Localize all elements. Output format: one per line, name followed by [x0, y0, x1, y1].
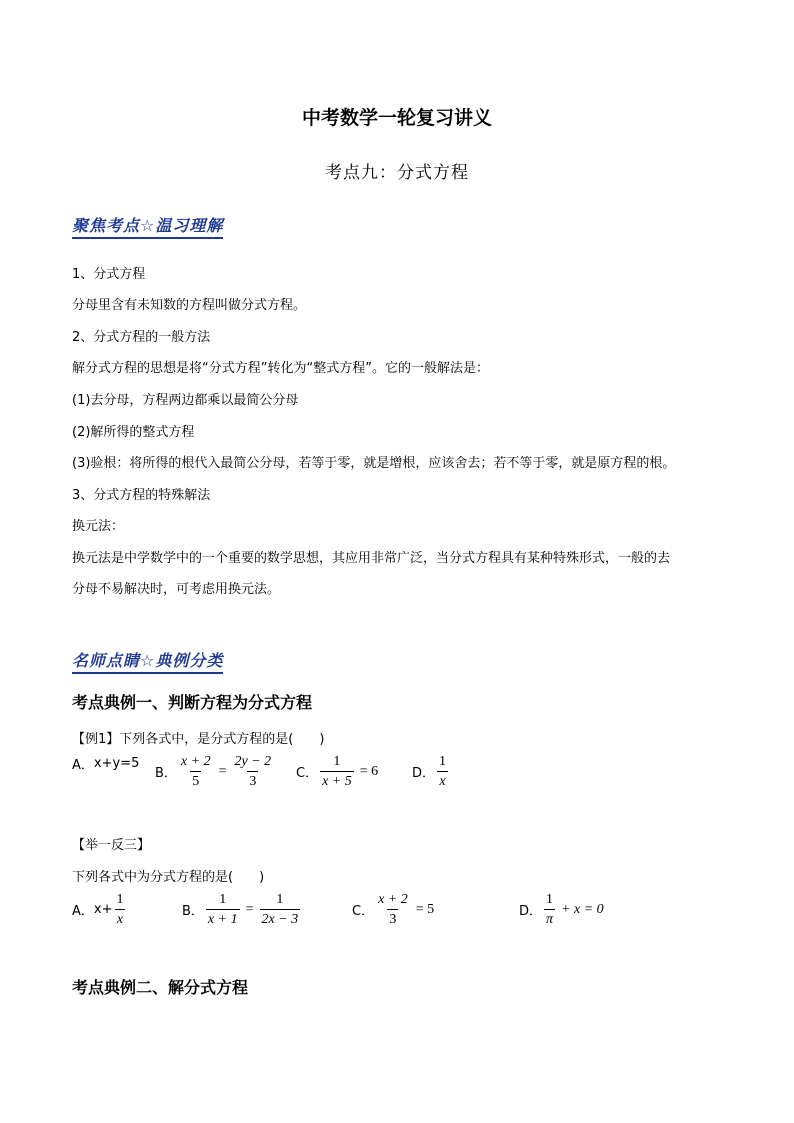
fraction: $\frac{1}{x}$ [116, 892, 124, 927]
example-1-option-a: A． x+y=5 [72, 756, 140, 773]
step-1: (1)去分母，方程两边都乘以最简公分母 [72, 393, 299, 408]
practice-question: 下列各式中为分式方程的是( ) [72, 870, 265, 885]
fraction: $\frac{x + 2}{5}$ [180, 754, 211, 789]
example-1-option-d: D． $\frac{1}{x}$ [412, 754, 447, 789]
point-1-heading: 1、分式方程 [72, 267, 146, 282]
point-2-heading: 2、分式方程的一般方法 [72, 330, 211, 345]
practice-option-b: B． $\frac{1}{x + 1}$ = $\frac{1}{2x - 3}$ [182, 892, 299, 927]
page-title: 中考数学一轮复习讲义 [301, 107, 492, 129]
fraction: $\frac{1}{x + 5}$ [322, 754, 352, 789]
fraction: $\frac{1}{x}$ [439, 754, 447, 789]
step-2: (2)解所得的整式方程 [72, 425, 195, 440]
page-subtitle: 考点九：分式方程 [325, 163, 469, 183]
example-1-option-c: C． $\frac{1}{x + 5}$ = 6 [296, 754, 379, 789]
fraction: $\frac{1}{x + 1}$ [207, 892, 238, 927]
substitution-text-1: 换元法是中学数学中的一个重要的数学思想，其应用非常广泛，当分式方程具有某种特殊形式，一般的去 [72, 551, 671, 566]
example-1-title: 考点典例一、判断方程为分式方程 [72, 693, 313, 712]
substitution-text-2: 分母不易解决时，可考虑用换元法。 [72, 582, 281, 597]
substitution-label: 换元法： [72, 519, 125, 534]
section-heading-examples: 名师点睛☆典例分类 [72, 648, 223, 674]
practice-option-d: D． $\frac{1}{\pi}$ + x = 0 [519, 892, 604, 927]
fraction: $\frac{2y - 2}{3}$ [234, 754, 272, 789]
step-3: (3)验根：将所得的根代入最简公分母，若等于零，就是增根，应该舍去；若不等于零，就是原方程的根。 [72, 456, 676, 471]
practice-option-c: C． $\frac{x + 2}{3}$ = 5 [352, 892, 435, 927]
point-3-heading: 3、分式方程的特殊解法 [72, 488, 211, 503]
example-2-title: 考点典例二、解分式方程 [72, 978, 249, 997]
point-1-definition: 分母里含有未知数的方程叫做分式方程。 [72, 298, 307, 313]
point-2-intro: 解分式方程的思想是将“分式方程”转化为“整式方程”。它的一般解法是： [72, 361, 489, 376]
fraction: $\frac{x + 2}{3}$ [378, 892, 408, 927]
fraction: $\frac{1}{2x - 3}$ [261, 892, 299, 927]
example-1-question: 【例1】下列各式中，是分式方程的是( ) [72, 732, 325, 747]
practice-title: 【举一反三】 [72, 838, 151, 853]
section-heading-review: 聚焦考点☆温习理解 [72, 213, 223, 239]
fraction: $\frac{1}{\pi}$ [546, 892, 554, 927]
example-1-option-b: B． $\frac{x + 2}{5}$ = $\frac{2y - 2}{3}$ [155, 754, 272, 789]
practice-option-a: A． x+ $\frac{1}{x}$ [72, 892, 124, 927]
